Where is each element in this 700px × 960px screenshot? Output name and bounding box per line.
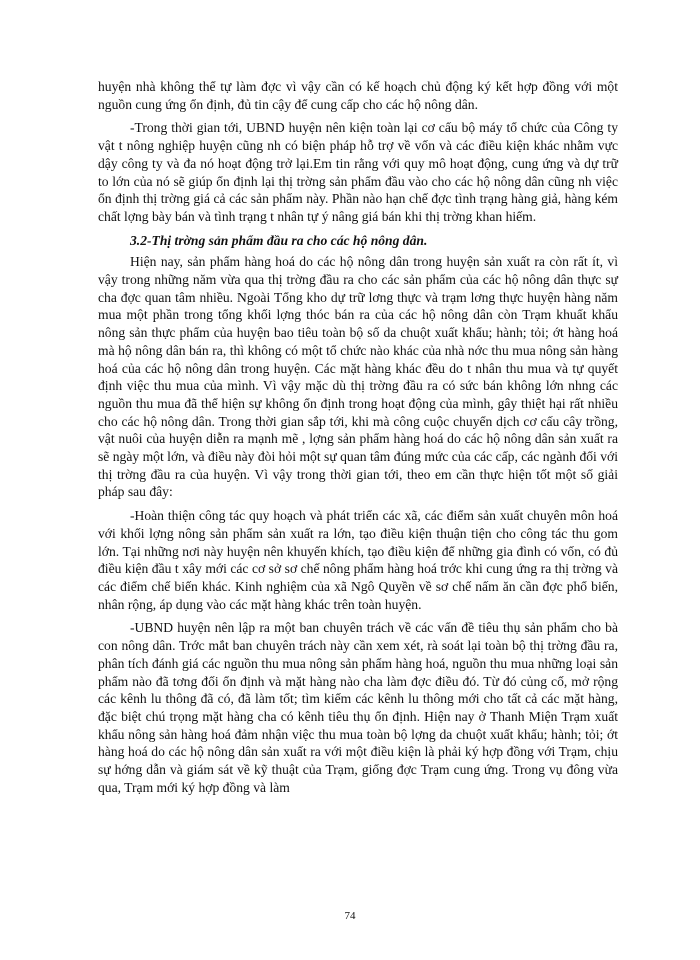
paragraph-continuation: huyện nhà không thể tự làm đợc vì vậy cần có kế hoạch chủ động ký kết hợp đồng với một nguồn cung ứng ổn định, đủ tin cậy để cung cấp cho các hộ nông dân.: [98, 79, 618, 112]
paragraph-planning-solution: -Hoàn thiện công tác quy hoạch và phát triển các xã, các điểm sản xuất chuyên môn hoá với khối lợng nông sản phẩm sản xuất ra lớn, tạo điều kiện thuận tiện cho công tác thu gom lớn. Tại những nơi này huyện nên khuyến khích, tạo điều kiện để những gia đình có vốn, có đủ điều kiện đầu t xây mới các cơ sở sơ chế nông phẩm hàng hoá trớc khi cung ứng ra thị trờng và các điểm chế biến khác. Kinh nghiệm của xã Ngô Quyền về sơ chế nấm ăn cần đợc phổ biến, nhân rộng, áp dụng vào các mặt hàng khác trên toàn huyện.: [98, 508, 618, 612]
paragraph-market-overview: Hiện nay, sản phẩm hàng hoá do các hộ nông dân trong huyện sản xuất ra còn rất ít, vì vậy trong những năm vừa qua thị trờng đầu ra cho các sản phẩm của các hộ nông dân thực sự cha đợc quan tâm nhiều. Ngoài Tổng kho dự trữ lơng thực và trạm lơng thực huyện hàng năm mua một phần trong tổng khối lợng thóc bán ra của các hộ nông dân còn Trạm khuất khẩu nông sản thực phẩm của huyện bao tiêu toàn bộ số da chuột xuất khẩu; hành; tỏi; ớt hàng hoá mà hộ nông dân bán ra, thì không có một tổ chức nào khác của nhà nớc thu mua nông sản hàng hoá của các hộ nông dân trong huyện. Các mặt hàng khác đều do t nhân thu mua và tự quyết định việc thu mua của mình. Vì vậy mặc dù thị trờng đầu ra có sức bán không lớn nhng các nguồn thu mua đã thể hiện sự không ổn định trong hoạt động của mình, gây thiệt hại rất nhiều cho các hộ nông dân. Trong thời gian sắp tới, khi mà công cuộc chuyển dịch cơ cấu cây trồng, vật nuôi của huyện diễn ra mạnh mẽ , lợng sản phẩm hàng hoá do các hộ nông dân sản xuất ra sẽ ngày một lớn, và điều này đòi hỏi một sự quan tâm đúng mức của các cấp, các ngành đối với thị trờng đầu ra của huyện. Vì vậy trong thời gian tới, theo em cần thực hiện tốt một số giải pháp sau đây:: [98, 254, 618, 500]
paragraph-company-reform: -Trong thời gian tới, UBND huyện nên kiện toàn lại cơ cấu bộ máy tổ chức của Công ty vật t nông nghiệp huyện cũng nh có biện pháp hỗ trợ về vốn và các điều kiện khác nhằm vực dậy công ty và đa nó hoạt động trở lại.Em tin rằng với quy mô hoạt động, cung ứng và dự trữ to lớn của nó sẽ giúp ổn định lại thị trờng sản phẩm đầu vào cho các hộ nông dân cũng nh việc ổn định thị trờng giá cả các sản phẩm này. Phần nào hạn chế đợc tình trạng hàng giả, hàng kém chất lợng bày bán và tình trạng t nhân tự ý nâng giá bán khi thị trờng khan hiếm.: [98, 120, 618, 224]
section-heading: 3.2-Thị trờng sản phẩm đầu ra cho các hộ nông dân.: [130, 232, 428, 248]
page-number: 74: [344, 910, 356, 922]
page-body: [98, 78, 618, 802]
paragraph-committee-solution: -UBND huyện nên lập ra một ban chuyên trách về các vấn đề tiêu thụ sản phẩm cho bà con nông dân. Trớc mắt ban chuyên trách này cần xem xét, rà soát lại toàn bộ thị trờng đầu ra, phân tích đánh giá các nguồn thu mua nông sản phẩm hàng hoá, nguồn thu mua những loại sản phẩm nào đã tơng đối ổn định và mặt hàng nào cha làm đợc điều đó. Từ đó củng cố, mở rộng các kênh lu thông đã có, đã làm tốt; tìm kiếm các kênh lu thông mới cho tất cả các mặt hàng, đặc biệt chú trọng mặt hàng cha có kênh tiêu thụ ổn định. Hiện nay ở Thanh Miện Trạm xuất khẩu nông sản hàng hoá đảm nhận việc thu mua toàn bộ lợng da chuột xuất khẩu; hành; tỏi; ớt hàng hoá do các hộ nông dân sản xuất ra với một điều kiện là phải ký hợp đồng với Trạm, chịu sự hớng dẫn và giám sát về kỹ thuật của Trạm, giống đợc Trạm cung ứng. Trong vụ đông vừa qua, Trạm mới ký hợp đồng và làm: [98, 620, 618, 795]
